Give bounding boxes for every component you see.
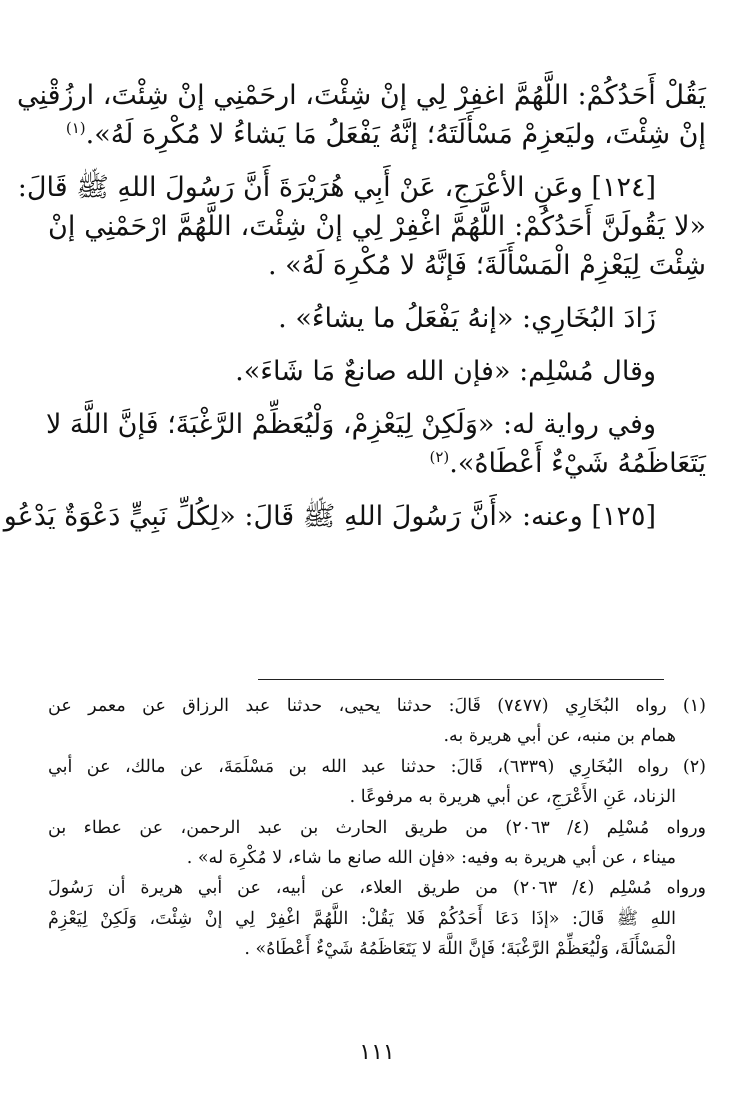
text-line: شِئْتَ لِيَعْزِمْ الْمَسْأَلَةَ؛ فَإنَّهُ لا مُكْرِهَ لَهُ» . (267, 250, 706, 281)
footnote-line: ورواه مُسْلِم (٤/ ٢٠٦٣) من طريق العلاء، عن أبيه، عن أبي هريرة أن رَسُولَ (48, 878, 706, 899)
footnote-line: ورواه مُسْلِم (٤/ ٢٠٦٣) من طريق الحارث بن عبد الرحمن، عن عطاء بن (48, 817, 706, 838)
footnote-line: (١) رواه البُخَارِي (٧٤٧٧) قَالَ: حدثنا يحيى، حدثنا عبد الرزاق عن معمر عن (48, 696, 706, 716)
footnote-mark: (٢) (429, 448, 450, 466)
footnote-line: الْمَسْأَلَةَ، وَلْيُعَظِّمْ الرَّغْبَةَ؛ فَإنَّ اللَّهَ لا يَتَعَاظَمُهُ شَيْءٌ أَعْطَاهُ» . (244, 939, 676, 960)
hadith-124-heading-line: [١٢٤] وعَنِ الأعْرَجِ، عَنْ أَبِي هُرَيْرَةَ أَنَّ رَسُولَ اللهِ ﷺ قَالَ: (17, 172, 656, 203)
page-number: ١١١ (359, 1040, 395, 1065)
text-line-content: يَتَعَاظَمُهُ شَيْءٌ أَعْطَاهُ». (449, 448, 706, 479)
footnote-line: اللهِ ﷺ قَالَ: «إذَا دَعَا أَحَدُكُمْ فَلا يَقُلْ: اللَّهُمَّ اغْفِرْ لِي إنْ شِئْتَ، وَلَكِنْ لِيَعْزِمْ (48, 908, 676, 929)
text-line: وفي رواية له: «وَلَكِنْ لِيَعْزِمْ، وَلْيُعَظِّمْ الرَّغْبَةَ؛ فَإنَّ اللَّهَ لا (45, 409, 656, 440)
text-line (48, 444, 706, 483)
text-line-content: إنْ شِئْتَ، وليَعزِمْ مَسْأَلَتَهُ؛ إنَّهُ يَفْعَلُ مَا يَشاءُ لا مُكْرِهَ لَهُ». (85, 119, 706, 150)
text-line (48, 115, 706, 154)
footnote-line: (٢) رواه البُخَارِي (٦٣٣٩)، قَالَ: حدثنا عبد الله بن مَسْلَمَةَ، عن مالك، عن أبي (48, 756, 706, 777)
footnote-mark: (١) (65, 119, 86, 137)
footnote-line: همام بن منبه، عن أبي هريرة به. (443, 726, 676, 747)
footnote-line: الزناد، عَنِ الأَعْرَجِ، عن أبي هريرة به مرفوعًا . (349, 787, 676, 808)
text-line: زَادَ البُخَارِي: «إنهُ يَفْعَلُ ما يشاءُ» . (278, 303, 656, 334)
footnote-divider (258, 679, 664, 680)
footnote-line: ميناء ، عن أبي هريرة به وفيه: «فإن الله صانع ما شاء، لا مُكْرِهَ له» . (186, 848, 676, 869)
main-text (3, 76, 706, 536)
text-line: «لا يَقُولَنَّ أَحَدُكُمْ: اللَّهُمَّ اغْفِرْ لِي إنْ شِئْتَ، اللَّهُمَّ ارْحَمْنِي إنْ (48, 211, 706, 242)
footnotes (48, 691, 706, 965)
hadith-125-heading-line: [١٢٥] وعنه: «أَنَّ رَسُولَ اللهِ ﷺ قَالَ: «لِكُلِّ نَبِيٍّ دَعْوَةٌ يَدْعُو (3, 501, 656, 532)
text-line: وقال مُسْلِم: «فإن الله صانعٌ مَا شَاءَ». (235, 356, 656, 387)
text-line: يَقُلْ أَحَدُكُمْ: اللَّهُمَّ اغفِرْ لِي إنْ شِئْتَ، ارحَمْنِي إنْ شِئْتَ، ارزُقْنِي (16, 80, 706, 111)
